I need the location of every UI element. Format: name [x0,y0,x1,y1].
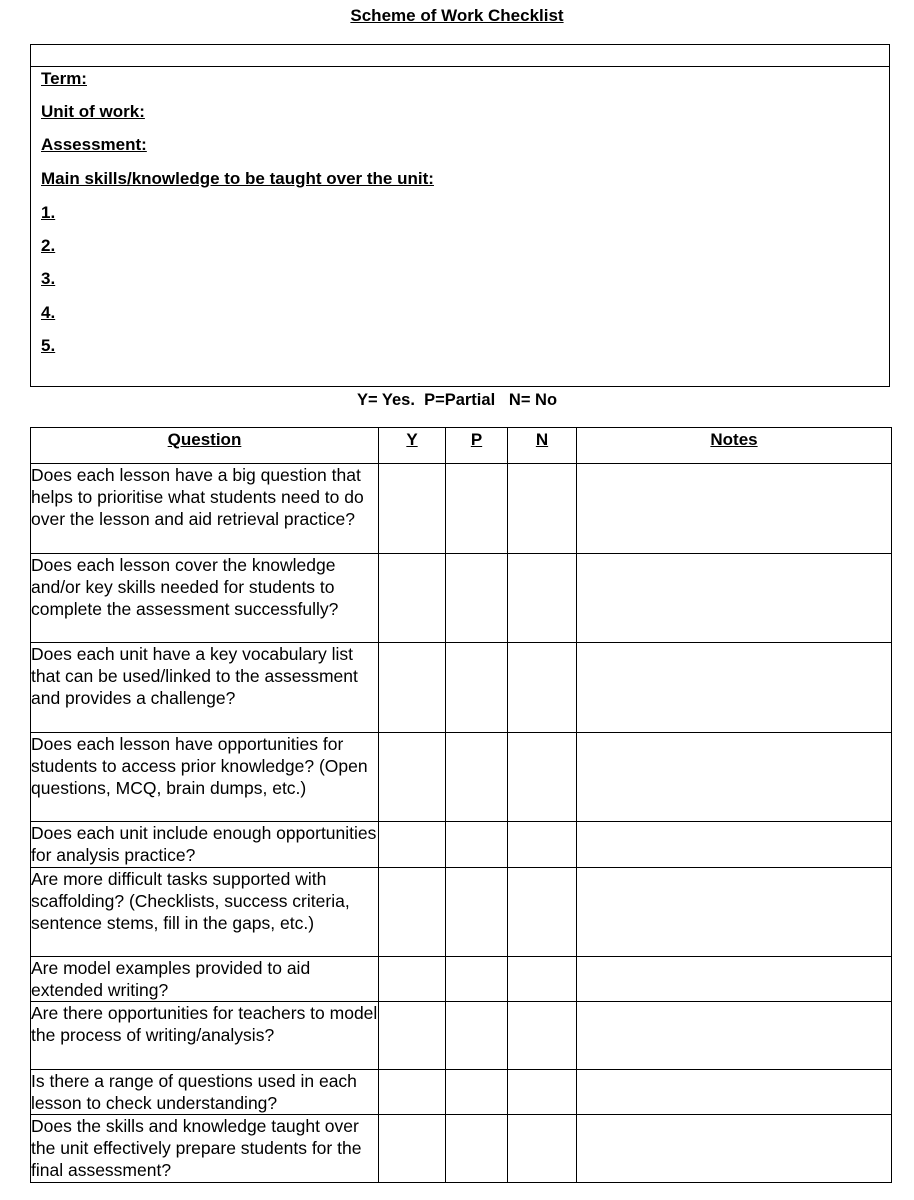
partial-column-header: P [446,428,508,464]
notes-cell[interactable] [577,1115,892,1183]
partial-cell[interactable] [446,554,508,643]
table-row [31,643,892,733]
yes-cell[interactable] [379,1070,446,1115]
yes-cell[interactable] [379,554,446,643]
notes-cell[interactable] [577,868,892,957]
partial-cell[interactable] [446,822,508,868]
no-cell[interactable] [508,643,577,733]
term-label: Term: [41,69,87,88]
notes-cell[interactable] [577,733,892,822]
page-title: Scheme of Work Checklist [350,6,564,25]
yes-cell[interactable] [379,868,446,957]
partial-cell[interactable] [446,1002,508,1070]
partial-cell[interactable] [446,868,508,957]
partial-cell[interactable] [446,643,508,733]
no-column-header: N [508,428,577,464]
no-cell[interactable] [508,1070,577,1115]
question-text: Are there opportunities for teachers to model the process of writing/analysis? [31,1002,379,1070]
notes-cell[interactable] [577,1070,892,1115]
question-column-header: Question [31,428,379,464]
info-header-divider [31,66,889,67]
table-row [31,822,892,868]
assessment-label: Assessment: [41,135,147,154]
no-cell[interactable] [508,554,577,643]
partial-cell[interactable] [446,1070,508,1115]
notes-cell[interactable] [577,822,892,868]
question-text: Does each lesson have a big question that helps to prioritise what students need to do over the lesson and aid retrieval practice? [31,464,379,554]
skill-number-4: 4. [41,303,56,322]
notes-cell[interactable] [577,643,892,733]
question-text: Are model examples provided to aid extended writing? [31,957,379,1002]
table-row [31,1070,892,1115]
partial-cell[interactable] [446,1115,508,1183]
yes-cell[interactable] [379,822,446,868]
skill-number-5: 5. [41,336,56,355]
table-row [31,1115,892,1183]
notes-cell[interactable] [577,1002,892,1070]
table-header-row [31,428,892,464]
table-row [31,957,892,1002]
yes-cell[interactable] [379,1115,446,1183]
skill-number-3: 3. [41,269,56,288]
no-cell[interactable] [508,464,577,554]
no-cell[interactable] [508,957,577,1002]
question-text: Does each unit include enough opportunities for analysis practice? [31,822,379,868]
notes-cell[interactable] [577,957,892,1002]
question-text: Does each unit have a key vocabulary list that can be used/linked to the assessment and provides a challenge? [31,643,379,733]
table-row [31,868,892,957]
partial-cell[interactable] [446,957,508,1002]
table-row [31,464,892,554]
question-text: Does each lesson cover the knowledge and/or key skills needed for students to complete the assessment successfully? [31,554,379,643]
partial-cell[interactable] [446,733,508,822]
no-cell[interactable] [508,822,577,868]
unit-of-work-label: Unit of work: [41,102,145,121]
question-text: Is there a range of questions used in each lesson to check understanding? [31,1070,379,1115]
table-row [31,733,892,822]
no-cell[interactable] [508,1002,577,1070]
no-cell[interactable] [508,868,577,957]
skill-number-1: 1. [41,203,56,222]
partial-cell[interactable] [446,464,508,554]
legend-text: Y= Yes. P=Partial N= No [356,391,558,409]
yes-cell[interactable] [379,643,446,733]
question-text: Does the skills and knowledge taught over the unit effectively prepare students for the final assessment? [31,1115,379,1183]
unit-info-box [30,44,890,387]
yes-cell[interactable] [379,464,446,554]
notes-cell[interactable] [577,554,892,643]
checklist-table [30,427,892,1183]
table-row [31,554,892,643]
question-text: Are more difficult tasks supported with scaffolding? (Checklists, success criteria, sentence stems, fill in the gaps, etc.) [31,868,379,957]
no-cell[interactable] [508,733,577,822]
skill-number-2: 2. [41,236,56,255]
yes-column-header: Y [379,428,446,464]
yes-cell[interactable] [379,1002,446,1070]
notes-cell[interactable] [577,464,892,554]
main-skills-label: Main skills/knowledge to be taught over the unit: [41,169,434,188]
no-cell[interactable] [508,1115,577,1183]
yes-cell[interactable] [379,957,446,1002]
yes-cell[interactable] [379,733,446,822]
notes-column-header: Notes [577,428,892,464]
question-text: Does each lesson have opportunities for students to access prior knowledge? (Open questions, MCQ, brain dumps, etc.) [31,733,379,822]
table-row [31,1002,892,1070]
